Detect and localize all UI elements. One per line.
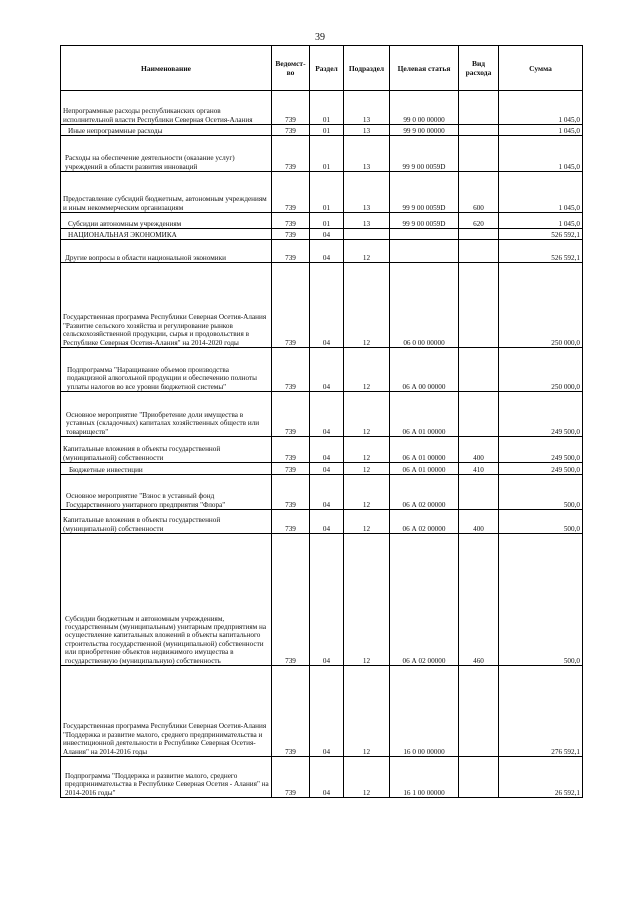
cell-razdel: 04	[310, 240, 344, 263]
table-row	[61, 172, 583, 213]
cell-celevaya	[390, 229, 459, 240]
cell-vedom: 739	[272, 392, 310, 437]
table-row	[61, 136, 583, 172]
cell-podrazdel: 12	[344, 534, 390, 666]
cell-vid: 460	[459, 534, 499, 666]
table-row	[61, 534, 583, 666]
cell-vedom: 739	[272, 348, 310, 392]
header-celevaya: Целевая статья	[390, 46, 459, 91]
cell-podrazdel: 12	[344, 392, 390, 437]
cell-celevaya: 06 А 01 00000	[390, 392, 459, 437]
cell-razdel: 04	[310, 229, 344, 240]
cell-podrazdel: 12	[344, 240, 390, 263]
cell-podrazdel: 13	[344, 172, 390, 213]
cell-podrazdel: 12	[344, 666, 390, 757]
cell-summa: 500,0	[499, 534, 583, 666]
cell-vedom: 739	[272, 463, 310, 475]
cell-summa: 1 045,0	[499, 91, 583, 125]
cell-vedom: 739	[272, 213, 310, 229]
cell-celevaya: 06 А 02 00000	[390, 534, 459, 666]
cell-celevaya: 16 1 00 00000	[390, 757, 459, 798]
cell-summa: 249 500,0	[499, 463, 583, 475]
cell-podrazdel: 12	[344, 463, 390, 475]
cell-name: Расходы на обеспечение деятельности (оказание услуг) учреждений в области развития инноваций	[61, 136, 272, 172]
cell-razdel: 01	[310, 125, 344, 136]
table-row	[61, 91, 583, 125]
cell-name: Иные непрограммные расходы	[61, 125, 272, 136]
cell-podrazdel: 12	[344, 475, 390, 510]
cell-name: Основное мероприятие "Приобретение доли имущества в уставных (складочных) капиталах хозяйственных обществ или товариществ"	[61, 392, 272, 437]
cell-summa: 249 500,0	[499, 392, 583, 437]
table-row	[61, 263, 583, 348]
cell-vid	[459, 229, 499, 240]
cell-vid	[459, 392, 499, 437]
cell-podrazdel: 12	[344, 263, 390, 348]
header-name: Наименование	[61, 46, 272, 91]
cell-summa: 276 592,1	[499, 666, 583, 757]
cell-summa: 250 000,0	[499, 348, 583, 392]
cell-razdel: 01	[310, 172, 344, 213]
table-row	[61, 240, 583, 263]
cell-vedom: 739	[272, 437, 310, 463]
table-row	[61, 437, 583, 463]
cell-summa: 26 592,1	[499, 757, 583, 798]
cell-vedom: 739	[272, 229, 310, 240]
cell-podrazdel: 13	[344, 125, 390, 136]
cell-name: НАЦИОНАЛЬНАЯ ЭКОНОМИКА	[61, 229, 272, 240]
cell-celevaya: 06 А 02 00000	[390, 510, 459, 534]
cell-vid: 410	[459, 463, 499, 475]
table-row	[61, 757, 583, 798]
cell-name: Субсидии бюджетным и автономным учреждениям, государственным (муниципальным) унитарным предприятиям на осуществление капитальных вложений в объекты капитального строительства государственной (муниципальной) собственности или приобретение объектов недвижимого имущества в государственную (муниципальную) собственность	[61, 534, 272, 666]
cell-celevaya: 06 А 01 00000	[390, 437, 459, 463]
table-row	[61, 463, 583, 475]
cell-summa: 250 000,0	[499, 263, 583, 348]
cell-celevaya: 99 9 00 0059D	[390, 213, 459, 229]
cell-name: Подпрограмма "Поддержка и развитие малого, среднего предпринимательства в Республике Северная Осетия - Алания" на 2014-2016 годы"	[61, 757, 272, 798]
cell-vid	[459, 91, 499, 125]
table-row	[61, 475, 583, 510]
cell-razdel: 01	[310, 91, 344, 125]
cell-razdel: 04	[310, 666, 344, 757]
cell-vid	[459, 666, 499, 757]
cell-summa: 1 045,0	[499, 213, 583, 229]
cell-podrazdel: 12	[344, 757, 390, 798]
cell-vid	[459, 475, 499, 510]
cell-podrazdel: 12	[344, 437, 390, 463]
cell-podrazdel: 12	[344, 510, 390, 534]
cell-celevaya: 16 0 00 00000	[390, 666, 459, 757]
cell-vid: 600	[459, 172, 499, 213]
cell-vid	[459, 136, 499, 172]
cell-name: Государственная программа Республики Северная Осетия-Алания "Поддержка и развитие малого, среднего предпринимательства и инвестиционной деятельности в Республике Северная Осетия-Алания" на 2014-2016 годы	[61, 666, 272, 757]
cell-celevaya: 06 А 02 00000	[390, 475, 459, 510]
cell-summa: 526 592,1	[499, 229, 583, 240]
cell-podrazdel	[344, 229, 390, 240]
cell-name: Капитальные вложения в объекты государственной (муниципальной) собственности	[61, 510, 272, 534]
cell-summa: 1 045,0	[499, 172, 583, 213]
cell-podrazdel: 12	[344, 348, 390, 392]
cell-summa: 249 500,0	[499, 437, 583, 463]
cell-summa: 500,0	[499, 475, 583, 510]
cell-vedom: 739	[272, 125, 310, 136]
table-header-row	[61, 46, 583, 91]
cell-vid: 400	[459, 510, 499, 534]
cell-name: Бюджетные инвестиции	[61, 463, 272, 475]
header-podrazdel: Подраздел	[344, 46, 390, 91]
cell-podrazdel: 13	[344, 136, 390, 172]
cell-razdel: 01	[310, 213, 344, 229]
cell-celevaya: 06 0 00 00000	[390, 263, 459, 348]
cell-summa: 526 592,1	[499, 240, 583, 263]
cell-podrazdel: 13	[344, 91, 390, 125]
cell-name: Государственная программа Республики Северная Осетия-Алания "Развитие сельского хозяйства и регулирование рынков сельскохозяйственной продукции, сырья и продовольствия в Республике Северная Осетия-Алания" на 2014-2020 годы	[61, 263, 272, 348]
cell-summa: 1 045,0	[499, 125, 583, 136]
cell-summa: 500,0	[499, 510, 583, 534]
cell-vedom: 739	[272, 263, 310, 348]
cell-celevaya: 99 9 00 0059D	[390, 136, 459, 172]
cell-vedom: 739	[272, 172, 310, 213]
table-row	[61, 510, 583, 534]
cell-vedom: 739	[272, 666, 310, 757]
cell-name: Другие вопросы в области национальной экономики	[61, 240, 272, 263]
header-razdel: Раздел	[310, 46, 344, 91]
cell-vedom: 739	[272, 475, 310, 510]
table-row	[61, 392, 583, 437]
cell-celevaya	[390, 240, 459, 263]
cell-razdel: 04	[310, 463, 344, 475]
cell-razdel: 04	[310, 475, 344, 510]
cell-vid	[459, 263, 499, 348]
cell-podrazdel: 13	[344, 213, 390, 229]
cell-vid	[459, 348, 499, 392]
cell-razdel: 01	[310, 136, 344, 172]
cell-vedom: 739	[272, 240, 310, 263]
cell-razdel: 04	[310, 437, 344, 463]
cell-vedom: 739	[272, 534, 310, 666]
cell-celevaya: 99 9 00 00000	[390, 125, 459, 136]
cell-name: Капитальные вложения в объекты государственной (муниципальной) собственности	[61, 437, 272, 463]
table-row	[61, 229, 583, 240]
cell-razdel: 04	[310, 757, 344, 798]
cell-name: Предоставление субсидий бюджетным, автономным учреждениям и иным некоммерческим организациям	[61, 172, 272, 213]
table-row	[61, 666, 583, 757]
cell-name: Непрограммные расходы республиканских органов исполнительной власти Республики Северная Осетия-Алания	[61, 91, 272, 125]
cell-celevaya: 99 0 00 00000	[390, 91, 459, 125]
cell-name: Субсидии автономным учреждениям	[61, 213, 272, 229]
cell-vedom: 739	[272, 757, 310, 798]
cell-razdel: 04	[310, 510, 344, 534]
page-number: 39	[315, 32, 325, 43]
cell-vedom: 739	[272, 136, 310, 172]
budget-table	[60, 45, 583, 798]
cell-summa: 1 045,0	[499, 136, 583, 172]
cell-vid	[459, 125, 499, 136]
cell-razdel: 04	[310, 263, 344, 348]
cell-vid: 620	[459, 213, 499, 229]
cell-razdel: 04	[310, 348, 344, 392]
cell-celevaya: 99 9 00 0059D	[390, 172, 459, 213]
table-row	[61, 348, 583, 392]
cell-name: Подпрограмма "Наращивание объемов производства подакцизной алкогольной продукции и обеспечению полноты уплаты налогов во все уровни бюджетной системы"	[61, 348, 272, 392]
cell-vedom: 739	[272, 91, 310, 125]
cell-name: Основное мероприятие "Взнос в уставный фонд Государственного унитарного предприятия "Флора"	[61, 475, 272, 510]
header-vedom: Ведомст-во	[272, 46, 310, 91]
table-row	[61, 213, 583, 229]
cell-razdel: 04	[310, 392, 344, 437]
cell-vid	[459, 757, 499, 798]
table-row	[61, 125, 583, 136]
cell-razdel: 04	[310, 534, 344, 666]
header-vid: Вид расхода	[459, 46, 499, 91]
header-summa: Сумма	[499, 46, 583, 91]
cell-vedom: 739	[272, 510, 310, 534]
cell-celevaya: 06 А 01 00000	[390, 463, 459, 475]
cell-vid	[459, 240, 499, 263]
cell-vid: 400	[459, 437, 499, 463]
cell-celevaya: 06 А 00 00000	[390, 348, 459, 392]
